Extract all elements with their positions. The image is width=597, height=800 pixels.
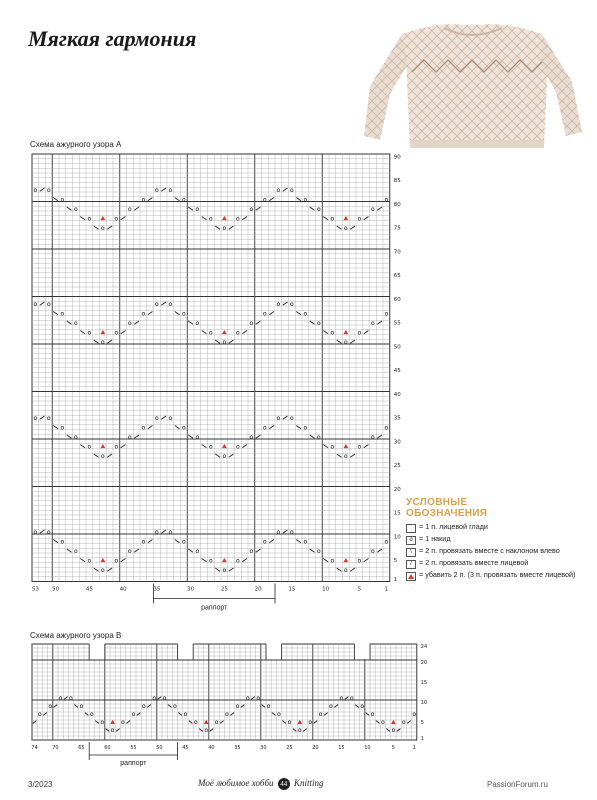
row-number: 20 <box>393 486 401 493</box>
yarn-over-mark: o <box>384 196 389 204</box>
yarn-over-mark: o <box>141 196 146 204</box>
yarn-over-mark: o <box>290 414 294 422</box>
row-number: 10 <box>420 700 428 706</box>
yarn-over-mark: o <box>344 452 348 460</box>
stitch-number: 30 <box>260 745 267 751</box>
yarn-over-mark: o <box>277 711 281 719</box>
yarn-over-mark: o <box>222 338 227 346</box>
yarn-over-mark: o <box>183 711 188 719</box>
chart-notch <box>178 643 194 659</box>
yarn-over-mark: o <box>47 186 51 194</box>
yarn-over-mark: o <box>74 205 78 213</box>
yarn-over-mark: o <box>225 711 229 719</box>
yarn-over-mark: o <box>344 224 348 232</box>
row-number: 55 <box>393 320 401 327</box>
yarn-over-mark: o <box>87 329 92 337</box>
yarn-over-mark: o <box>101 224 105 232</box>
yarn-over-mark: o <box>222 566 227 574</box>
yarn-over-mark: o <box>276 414 281 422</box>
row-number: 85 <box>393 178 401 185</box>
yarn-over-mark: o <box>74 547 78 555</box>
yarn-over-mark: o <box>401 719 406 727</box>
yarn-over-mark: o <box>128 205 132 213</box>
stitch-number: 5 <box>357 586 362 593</box>
yarn-over-icon: o <box>406 536 416 545</box>
row-number: 5 <box>420 720 424 726</box>
stitch-number: 60 <box>104 745 111 751</box>
row-number: 75 <box>393 225 401 232</box>
row-number: 24 <box>420 644 428 650</box>
yarn-over-mark: o <box>69 695 73 703</box>
yarn-over-mark: o <box>60 196 65 204</box>
yarn-over-mark: o <box>79 703 84 711</box>
stitch-number: 5 <box>391 745 395 751</box>
yarn-over-mark: o <box>317 433 321 441</box>
sweater-photo <box>362 16 584 154</box>
stitch-number: 10 <box>322 586 330 593</box>
row-number: 90 <box>393 154 401 161</box>
yarn-over-mark: o <box>114 215 119 223</box>
yarn-over-mark: o <box>317 547 321 555</box>
yarn-over-mark: o <box>391 727 396 735</box>
legend-item-yarnover: o = 1 накид <box>406 535 591 545</box>
yarn-over-mark: o <box>349 695 354 703</box>
yarn-over-mark: o <box>263 424 267 432</box>
yarn-over-mark: o <box>371 205 375 213</box>
stitch-number: 50 <box>52 586 60 593</box>
stitch-number: 1 <box>384 586 389 593</box>
row-number: 1 <box>393 577 398 584</box>
yarn-over-mark: o <box>141 538 146 546</box>
yarn-over-mark: o <box>329 703 333 711</box>
yarn-over-mark: o <box>412 711 417 719</box>
legend-title-1: УСЛОВНЫЕ <box>406 497 468 508</box>
yarn-over-mark: o <box>173 703 177 711</box>
yarn-over-mark: o <box>384 310 389 318</box>
yarn-over-mark: o <box>114 557 119 565</box>
yarn-over-mark: o <box>344 566 348 574</box>
page-title: Мягкая гармония <box>28 26 197 51</box>
yarn-over-mark: o <box>236 329 240 337</box>
yarn-over-mark: o <box>204 727 209 735</box>
yarn-over-mark: o <box>182 196 186 204</box>
right-decrease-icon: / <box>406 560 416 569</box>
yarn-over-mark: o <box>276 186 281 194</box>
yarn-over-mark: o <box>195 205 200 213</box>
stitch-number: 15 <box>288 586 296 593</box>
watermark-site: PassionForum.ru <box>487 780 548 789</box>
yarn-over-mark: o <box>236 557 240 565</box>
yarn-over-mark: o <box>222 452 227 460</box>
row-number: 1 <box>420 736 424 742</box>
yarn-over-mark: o <box>168 186 173 194</box>
yarn-over-mark: o <box>209 215 213 223</box>
stitch-number: 65 <box>78 745 85 751</box>
yarn-over-mark: o <box>195 433 200 441</box>
stitch-number: 74 <box>31 745 38 751</box>
yarn-over-mark: o <box>110 727 115 735</box>
yarn-over-mark: o <box>101 338 105 346</box>
legend-item-k2tog: / = 2 п. провязать вместе лицевой <box>406 559 591 569</box>
yarn-over-mark: o <box>236 443 240 451</box>
yarn-over-mark: o <box>141 310 146 318</box>
row-number: 35 <box>393 415 401 422</box>
yarn-over-mark: o <box>121 719 125 727</box>
yarn-over-mark: o <box>47 528 51 536</box>
yarn-over-mark: o <box>209 557 213 565</box>
chart-a-caption: Схема ажурного узора А <box>30 140 122 149</box>
legend-item-ssk: \ = 2 п. провязать вместе с наклоном влево <box>406 547 591 557</box>
yarn-over-mark: o <box>384 424 389 432</box>
yarn-over-mark: o <box>209 329 213 337</box>
yarn-over-mark: o <box>266 703 271 711</box>
stitch-number: 40 <box>119 586 127 593</box>
yarn-over-mark: o <box>330 557 335 565</box>
yarn-over-mark: o <box>249 433 254 441</box>
yarn-over-mark: o <box>330 215 335 223</box>
yarn-over-mark: o <box>317 319 321 327</box>
row-number: 15 <box>393 510 401 517</box>
yarn-over-mark: o <box>141 424 146 432</box>
yarn-over-mark: o <box>371 433 375 441</box>
yarn-over-mark: o <box>357 329 362 337</box>
yarn-over-mark: o <box>263 538 267 546</box>
legend <box>406 497 591 583</box>
yarn-over-mark: o <box>249 319 254 327</box>
yarn-over-mark: o <box>371 547 375 555</box>
yarn-over-mark: o <box>114 329 119 337</box>
stitch-number: 70 <box>52 745 59 751</box>
legend-item-knit: = 1 п. лицевой глади <box>406 523 591 533</box>
yarn-over-mark: o <box>287 719 292 727</box>
chart-notch <box>266 643 282 659</box>
row-number: 25 <box>393 463 401 470</box>
row-number: 15 <box>420 680 428 686</box>
yarn-over-mark: o <box>290 528 294 536</box>
stitch-number: 45 <box>182 745 189 751</box>
yarn-over-mark: o <box>193 719 198 727</box>
stitch-number: 35 <box>234 745 241 751</box>
yarn-over-mark: o <box>100 719 105 727</box>
yarn-over-mark: o <box>195 319 200 327</box>
yarn-over-mark: o <box>114 443 119 451</box>
chart-notch <box>354 643 370 659</box>
stitch-number: 1 <box>412 745 416 751</box>
yarn-over-mark: o <box>235 703 240 711</box>
row-number: 5 <box>393 558 398 565</box>
yarn-over-mark: o <box>276 528 281 536</box>
yarn-over-mark: o <box>155 414 159 422</box>
chart-b-caption: Схема ажурного узора В <box>30 631 122 640</box>
yarn-over-mark: o <box>33 414 38 422</box>
yarn-over-mark: o <box>60 424 65 432</box>
repeat-label: раппорт <box>201 604 228 612</box>
empty-square-icon <box>406 524 416 533</box>
yarn-over-mark: o <box>101 566 105 574</box>
yarn-over-mark: o <box>263 196 267 204</box>
yarn-over-mark: o <box>209 443 213 451</box>
yarn-over-mark: o <box>101 452 105 460</box>
stitch-number: 53 <box>31 586 39 593</box>
stitch-number: 55 <box>130 745 137 751</box>
row-number: 20 <box>420 660 428 666</box>
yarn-over-mark: o <box>357 443 362 451</box>
yarn-over-mark: o <box>303 310 308 318</box>
yarn-over-mark: o <box>303 424 308 432</box>
yarn-over-mark: o <box>87 215 92 223</box>
stitch-number: 45 <box>85 586 93 593</box>
yarn-over-mark: o <box>182 538 186 546</box>
stitch-number: 40 <box>208 745 215 751</box>
row-number: 70 <box>393 249 401 256</box>
row-number: 60 <box>393 296 401 303</box>
yarn-over-mark: o <box>152 695 157 703</box>
yarn-over-mark: o <box>60 538 65 546</box>
yarn-over-mark: o <box>360 703 365 711</box>
page-number: 44 <box>278 778 290 790</box>
row-number: 30 <box>393 439 401 446</box>
yarn-over-mark: o <box>128 433 132 441</box>
yarn-over-mark: o <box>317 205 321 213</box>
stitch-number: 20 <box>254 586 262 593</box>
yarn-over-mark: o <box>131 711 136 719</box>
legend-title-2: ОБОЗНАЧЕНИЯ <box>406 508 488 519</box>
yarn-over-mark: o <box>168 300 173 308</box>
yarn-over-mark: o <box>249 205 254 213</box>
yarn-over-mark: o <box>128 319 132 327</box>
yarn-over-mark: o <box>33 186 38 194</box>
yarn-over-mark: o <box>339 695 344 703</box>
yarn-over-mark: o <box>384 538 389 546</box>
yarn-over-mark: o <box>344 338 348 346</box>
row-number: 10 <box>393 534 401 541</box>
yarn-over-mark: o <box>290 186 294 194</box>
yarn-over-mark: o <box>33 300 38 308</box>
yarn-over-mark: o <box>236 215 240 223</box>
lace-chart-a <box>28 150 400 625</box>
triangle-decrease-icon <box>406 572 416 581</box>
magazine-knitting: Knitting <box>294 778 324 788</box>
yarn-over-mark: o <box>308 719 313 727</box>
yarn-over-mark: o <box>168 528 173 536</box>
yarn-over-mark: o <box>60 310 65 318</box>
yarn-over-mark: o <box>74 433 78 441</box>
legend-item-dec2: = убавить 2 п. (3 п. провязать вместе лицевой) <box>406 571 591 581</box>
yarn-over-mark: o <box>195 547 200 555</box>
yarn-over-mark: o <box>276 300 281 308</box>
yarn-over-mark: o <box>222 224 227 232</box>
stitch-number: 15 <box>338 745 345 751</box>
yarn-over-mark: o <box>297 727 302 735</box>
yarn-over-mark: o <box>245 695 250 703</box>
yarn-over-mark: o <box>303 196 308 204</box>
row-number: 40 <box>393 391 401 398</box>
issue-date: 3/2023 <box>28 780 53 789</box>
yarn-over-mark: o <box>74 319 78 327</box>
row-number: 80 <box>393 201 401 208</box>
row-number: 45 <box>393 368 401 375</box>
lace-chart-b <box>28 640 440 770</box>
row-number: 65 <box>393 273 401 280</box>
repeat-label: раппорт <box>120 760 147 767</box>
stitch-number: 25 <box>286 745 293 751</box>
yarn-over-mark: o <box>381 719 385 727</box>
yarn-over-mark: o <box>263 310 267 318</box>
yarn-over-mark: o <box>330 329 335 337</box>
left-decrease-icon: \ <box>406 548 416 557</box>
yarn-over-mark: o <box>214 719 219 727</box>
yarn-over-mark: o <box>330 443 335 451</box>
yarn-over-mark: o <box>155 186 159 194</box>
magazine-name: Моё любимое хобби <box>198 778 274 788</box>
stitch-number: 25 <box>220 586 228 593</box>
yarn-over-mark: o <box>290 300 294 308</box>
yarn-over-mark: o <box>318 711 323 719</box>
yarn-over-mark: o <box>168 414 173 422</box>
stitch-number: 50 <box>156 745 163 751</box>
yarn-over-mark: o <box>47 300 51 308</box>
magazine-footer <box>198 778 324 790</box>
stitch-number: 10 <box>364 745 371 751</box>
yarn-over-mark: o <box>303 538 308 546</box>
yarn-over-mark: o <box>155 528 159 536</box>
yarn-over-mark: o <box>162 695 167 703</box>
yarn-over-mark: o <box>141 703 146 711</box>
yarn-over-mark: o <box>47 414 51 422</box>
yarn-over-mark: o <box>371 319 375 327</box>
stitch-number: 30 <box>187 586 195 593</box>
yarn-over-mark: o <box>37 711 42 719</box>
yarn-over-mark: o <box>357 557 362 565</box>
yarn-over-mark: o <box>128 547 132 555</box>
yarn-over-mark: o <box>87 557 92 565</box>
yarn-over-mark: o <box>256 695 261 703</box>
stitch-number: 35 <box>153 586 161 593</box>
yarn-over-mark: o <box>249 547 254 555</box>
yarn-over-mark: o <box>33 528 38 536</box>
yarn-over-mark: o <box>48 703 53 711</box>
yarn-over-mark: o <box>370 711 375 719</box>
chart-notch <box>89 643 105 659</box>
yarn-over-mark: o <box>87 443 92 451</box>
yarn-over-mark: o <box>58 695 63 703</box>
yarn-over-mark: o <box>357 215 362 223</box>
yarn-over-mark: o <box>182 424 186 432</box>
yarn-over-mark: o <box>182 310 186 318</box>
yarn-over-mark: o <box>155 300 159 308</box>
row-number: 50 <box>393 344 401 351</box>
stitch-number: 20 <box>312 745 319 751</box>
yarn-over-mark: o <box>89 711 94 719</box>
